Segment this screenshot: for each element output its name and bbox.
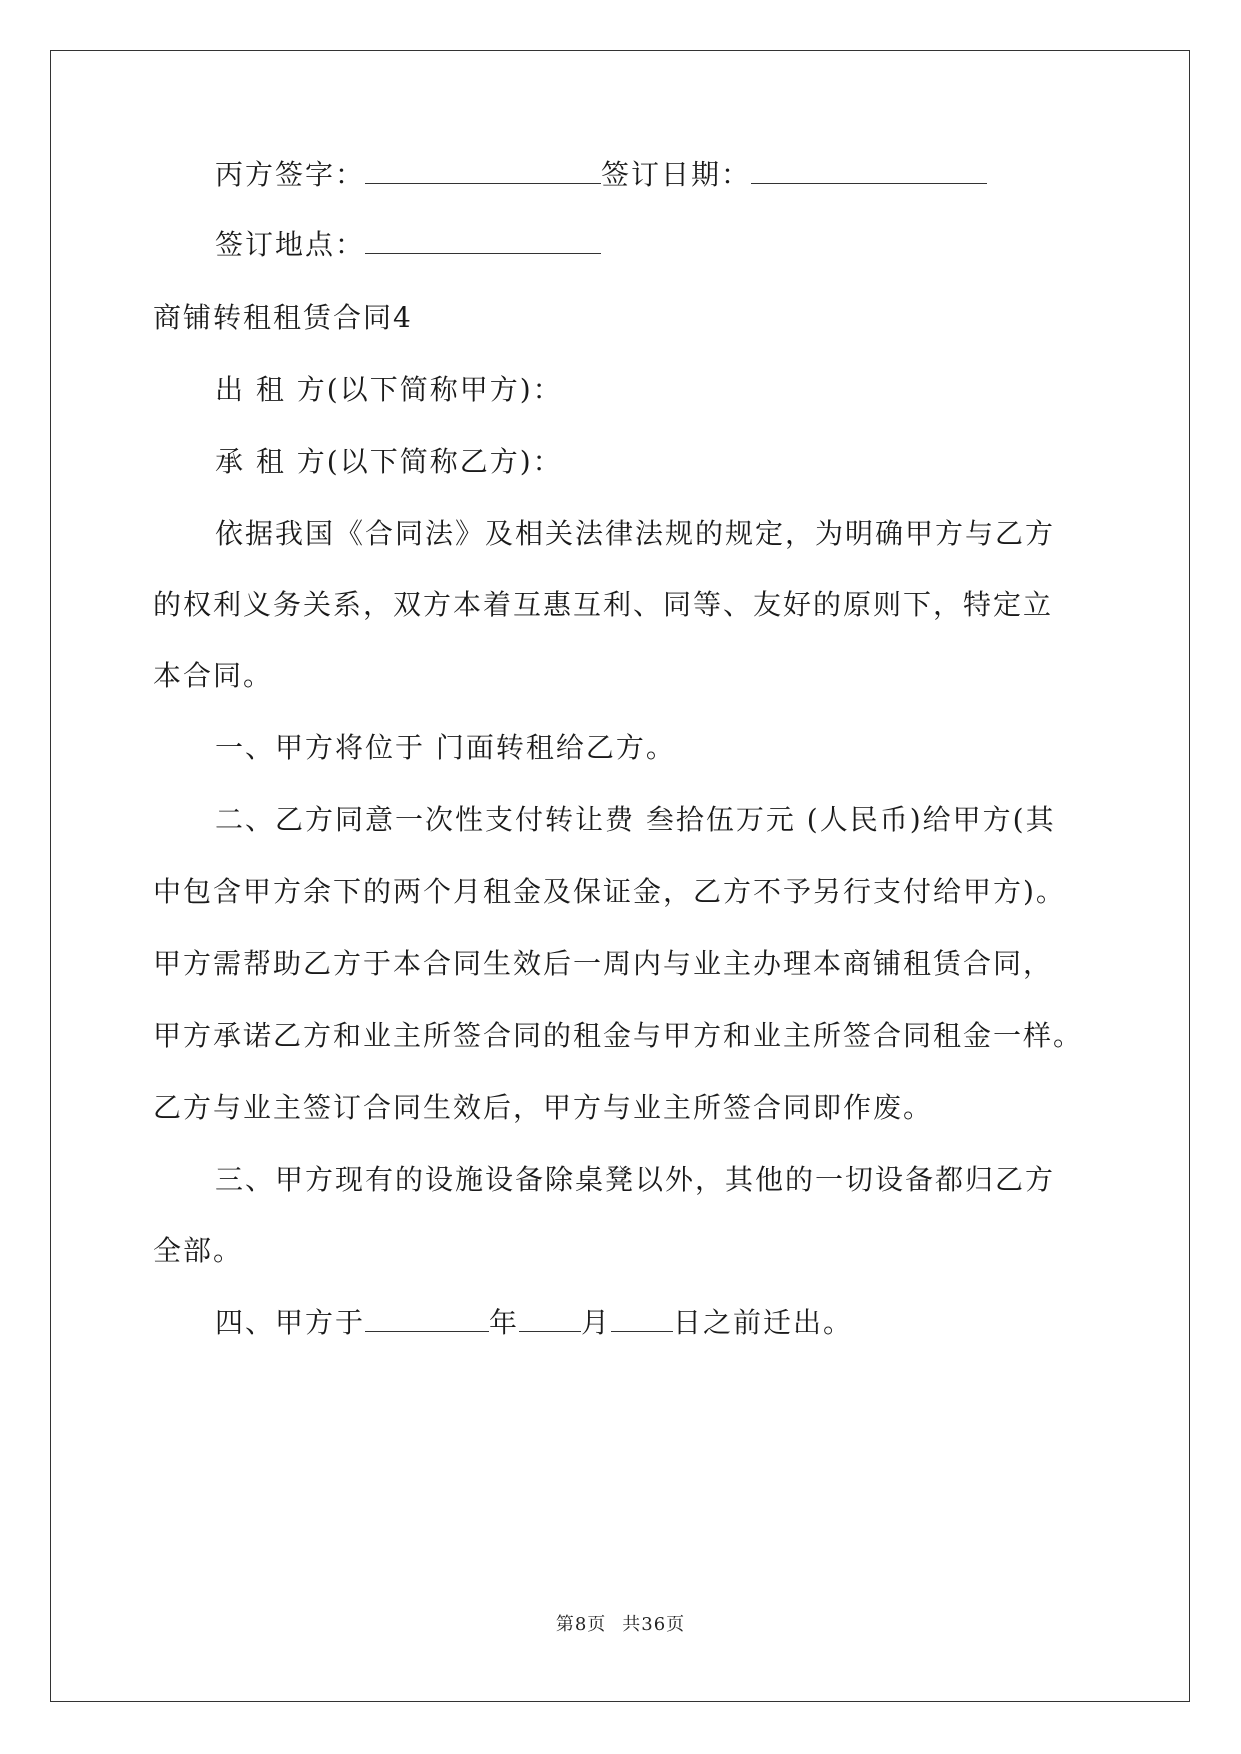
clause-four-prefix: 四、甲方于: [215, 1306, 366, 1339]
page-footer: [0, 1613, 1241, 1637]
clause-two-line: 乙方与业主签订合同生效后，甲方与业主所签合同即作废。: [153, 1091, 934, 1124]
footer-total-suffix: 页: [666, 1614, 686, 1635]
lessee-label: 承 租 方(以下简称乙方)：: [215, 445, 563, 478]
paragraph-line: 本合同。: [153, 659, 274, 692]
clause-four: [215, 1303, 853, 1343]
day-blank: [611, 1305, 673, 1332]
footer-page-prefix: 第: [555, 1614, 575, 1635]
month-blank: [519, 1305, 581, 1332]
clause-four-suffix: 日之前迁出。: [673, 1306, 854, 1339]
clause-two-line: 甲方需帮助乙方于本合同生效后一周内与业主办理本商铺租赁合同，: [153, 947, 1054, 980]
clause-two-line: 中包含甲方余下的两个月租金及保证金，乙方不予另行支付给甲方)。: [153, 875, 1066, 908]
party-c-signature-label: 丙方签字：: [215, 158, 366, 191]
year-label: 年: [489, 1306, 520, 1339]
paragraph-line: 依据我国《合同法》及相关法律法规的规定，为明确甲方与乙方: [215, 517, 1056, 550]
year-blank: [365, 1305, 489, 1332]
clause-three-line: 三、甲方现有的设施设备除桌凳以外，其他的一切设备都归乙方: [215, 1163, 1056, 1196]
paragraph-line: 的权利义务关系，双方本着互惠互利、同等、友好的原则下，特定立: [153, 588, 1054, 621]
sign-date-label: 签订日期：: [601, 158, 752, 191]
lessor-label: 出 租 方(以下简称甲方)：: [215, 373, 563, 406]
clause-one: 一、甲方将位于 门面转租给乙方。: [215, 731, 676, 764]
sign-date-blank: [751, 157, 987, 184]
clause-two-line: 甲方承诺乙方和业主所签合同的租金与甲方和业主所签合同租金一样。: [153, 1019, 1084, 1052]
month-label: 月: [581, 1306, 612, 1339]
footer-page-number: 8: [574, 1614, 588, 1635]
clause-three-line: 全部。: [153, 1234, 244, 1267]
footer-total-prefix: 共: [622, 1614, 642, 1635]
contract-title: 商铺转租租赁合同4: [153, 301, 413, 334]
party-c-signature-blank: [365, 157, 601, 184]
footer-page-suffix: 页: [587, 1614, 607, 1635]
signature-line-place: [215, 225, 601, 265]
footer-total-pages: 36: [641, 1614, 667, 1635]
clause-two-line: 二、乙方同意一次性支付转让费 叁拾伍万元 (人民币)给甲方(其: [215, 803, 1056, 836]
sign-place-blank: [365, 227, 601, 254]
signature-line-party-c: [215, 155, 987, 195]
sign-place-label: 签订地点：: [215, 228, 366, 261]
